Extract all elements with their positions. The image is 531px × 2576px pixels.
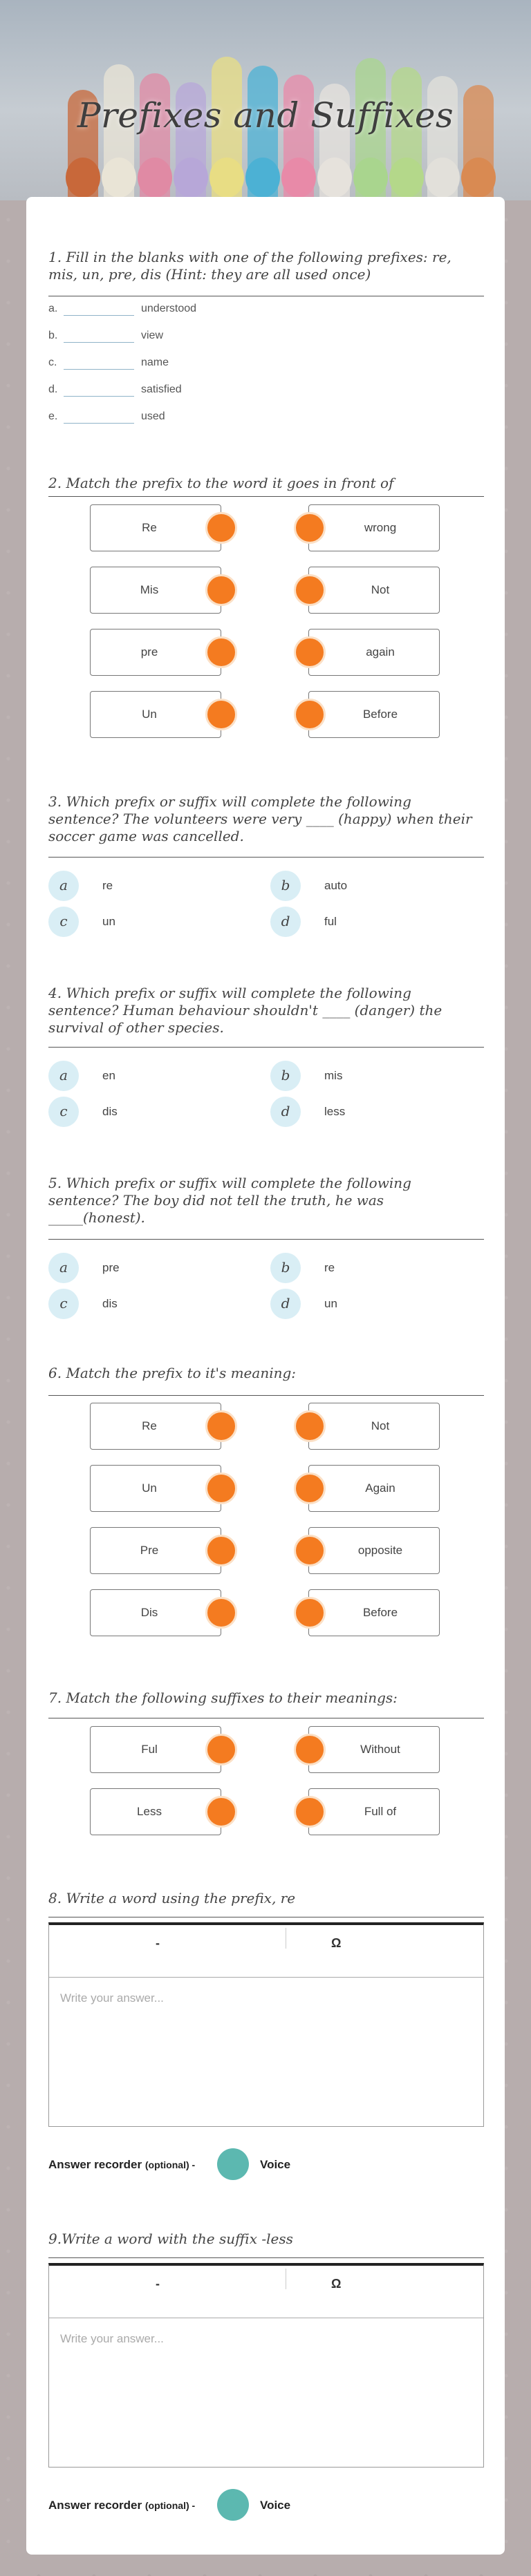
match-left-item[interactable]: Un — [90, 1465, 221, 1512]
chalk-end — [245, 158, 280, 198]
match-right-item[interactable]: Full of — [308, 1788, 440, 1835]
match-right-item[interactable]: Not — [308, 1403, 440, 1450]
option-badge[interactable]: a — [48, 871, 79, 901]
match-right-item[interactable]: Before — [308, 1589, 440, 1636]
row-word: satisfied — [141, 383, 182, 395]
divider — [48, 1395, 484, 1396]
answer-input[interactable]: Write your answer... — [60, 1991, 164, 2005]
option-label[interactable]: ful — [324, 915, 337, 928]
chalk-end — [66, 158, 100, 198]
answer-editor[interactable] — [48, 1922, 484, 2127]
match-right-item[interactable]: Again — [308, 1465, 440, 1512]
chalk-end — [102, 158, 136, 198]
question-6-title: 6. Match the prefix to it's meaning: — [48, 1365, 297, 1381]
fill-blank-row — [48, 408, 325, 424]
match-connector-left[interactable] — [205, 512, 237, 544]
fill-blank-row — [48, 354, 325, 370]
question-9-title: 9.Write a word with the suffix -less — [48, 2231, 293, 2247]
chalk-end — [317, 158, 352, 198]
match-connector-left[interactable] — [205, 1410, 237, 1442]
match-left-item[interactable]: Less — [90, 1788, 221, 1835]
match-left-item[interactable]: Mis — [90, 567, 221, 614]
option-badge[interactable]: c — [48, 1289, 79, 1319]
option-label[interactable]: auto — [324, 879, 348, 892]
editor-toolbar — [49, 1925, 483, 1978]
option-badge[interactable]: d — [270, 907, 301, 937]
match-left-item[interactable]: Re — [90, 1403, 221, 1450]
option-label[interactable]: re — [324, 1261, 335, 1274]
blank-input[interactable] — [64, 396, 134, 397]
chalk-end — [138, 158, 172, 198]
chalk-end — [209, 158, 244, 198]
row-word: view — [141, 330, 164, 341]
row-word: understood — [141, 303, 197, 314]
option-label[interactable]: dis — [102, 1297, 118, 1310]
match-connector-right[interactable] — [294, 1535, 326, 1566]
fill-blank-row — [48, 381, 325, 397]
match-connector-left[interactable] — [205, 1472, 237, 1504]
match-right-item[interactable]: Before — [308, 691, 440, 738]
match-left-item[interactable]: Pre — [90, 1527, 221, 1574]
match-right-item[interactable]: wrong — [308, 504, 440, 551]
divider — [48, 1239, 484, 1240]
voice-record-button[interactable] — [217, 2489, 249, 2521]
option-badge[interactable]: b — [270, 1253, 301, 1283]
match-connector-right[interactable] — [294, 512, 326, 544]
match-left-item[interactable]: Un — [90, 691, 221, 738]
omega-symbol-button[interactable]: Ω — [331, 1936, 342, 1950]
recorder-label: Answer recorder — [48, 2158, 142, 2171]
question-7-title: 7. Match the following suffixes to their meanings: — [48, 1689, 398, 1706]
row-letter: d. — [48, 383, 58, 395]
match-connector-left[interactable] — [205, 1734, 237, 1765]
question-1-title: 1. Fill in the blanks with one of the following prefixes: re, mis, un, pre, dis (Hint: they are all used once) — [48, 249, 451, 283]
divider — [48, 2257, 484, 2258]
chalk-end — [174, 158, 208, 198]
match-connector-right[interactable] — [294, 1796, 326, 1828]
worksheet-card — [26, 197, 505, 2555]
row-word: name — [141, 357, 169, 368]
chalk-end — [281, 158, 316, 198]
answer-editor[interactable] — [48, 2263, 484, 2468]
match-connector-right[interactable] — [294, 1734, 326, 1765]
match-connector-left[interactable] — [205, 1535, 237, 1566]
option-label[interactable]: un — [102, 915, 115, 928]
match-connector-right[interactable] — [294, 574, 326, 606]
option-label[interactable]: pre — [102, 1261, 120, 1274]
dash-button[interactable]: - — [156, 2277, 160, 2291]
chalk-end — [389, 158, 424, 198]
blank-input[interactable] — [64, 369, 134, 370]
fill-blank-row — [48, 327, 325, 343]
question-4-title: 4. Which prefix or suffix will complete the following sentence? Human behaviour shouldn't ____ (danger) the survival of other species. — [48, 985, 442, 1036]
match-connector-left[interactable] — [205, 1796, 237, 1828]
match-connector-left[interactable] — [205, 574, 237, 606]
option-label[interactable]: mis — [324, 1069, 343, 1082]
match-left-item[interactable]: Re — [90, 504, 221, 551]
blank-input[interactable] — [64, 342, 134, 343]
divider — [48, 857, 484, 858]
match-left-item[interactable]: pre — [90, 629, 221, 676]
answer-recorder-label — [48, 2499, 195, 2512]
voice-label: Voice — [260, 2158, 291, 2171]
page-title: Prefixes and Suffixes — [77, 95, 454, 135]
header-banner — [0, 0, 531, 200]
row-word: used — [141, 410, 165, 422]
recorder-optional: (optional) - — [145, 2159, 196, 2170]
option-badge[interactable]: a — [48, 1253, 79, 1283]
match-connector-left[interactable] — [205, 699, 237, 730]
question-5-title: 5. Which prefix or suffix will complete the following sentence? The boy did not tell the truth, he was _____(honest). — [48, 1175, 411, 1226]
row-letter: e. — [48, 410, 58, 422]
fill-blank-row — [48, 300, 325, 316]
match-connector-right[interactable] — [294, 1597, 326, 1629]
chalk-end — [461, 158, 496, 198]
answer-input[interactable]: Write your answer... — [60, 2332, 164, 2345]
match-connector-left[interactable] — [205, 1597, 237, 1629]
omega-symbol-button[interactable]: Ω — [331, 2277, 342, 2291]
match-right-item[interactable]: again — [308, 629, 440, 676]
option-label[interactable]: less — [324, 1105, 346, 1118]
voice-label: Voice — [260, 2499, 291, 2512]
match-connector-right[interactable] — [294, 1472, 326, 1504]
match-connector-right[interactable] — [294, 636, 326, 668]
divider — [48, 1047, 484, 1048]
option-label[interactable]: un — [324, 1297, 337, 1310]
option-badge[interactable]: d — [270, 1289, 301, 1319]
question-8-title: 8. Write a word using the prefix, re — [48, 1890, 296, 1906]
match-left-item[interactable]: Dis — [90, 1589, 221, 1636]
option-badge[interactable]: c — [48, 1097, 79, 1127]
option-label[interactable]: re — [102, 879, 113, 892]
match-right-item[interactable]: opposite — [308, 1527, 440, 1574]
question-2-title: 2. Match the prefix to the word it goes in front of — [48, 475, 394, 491]
blank-input[interactable] — [64, 315, 134, 316]
option-badge[interactable]: b — [270, 1061, 301, 1091]
option-label[interactable]: en — [102, 1069, 115, 1082]
match-connector-right[interactable] — [294, 1410, 326, 1442]
chalk-end — [425, 158, 460, 198]
dash-button[interactable]: - — [156, 1936, 160, 1950]
match-connector-right[interactable] — [294, 699, 326, 730]
option-badge[interactable]: d — [270, 1097, 301, 1127]
voice-record-button[interactable] — [217, 2148, 249, 2180]
match-connector-left[interactable] — [205, 636, 237, 668]
blank-input[interactable] — [64, 423, 134, 424]
recorder-optional: (optional) - — [145, 2500, 196, 2511]
editor-toolbar — [49, 2266, 483, 2318]
chalk-end — [353, 158, 388, 198]
option-badge[interactable]: b — [270, 871, 301, 901]
option-badge[interactable]: a — [48, 1061, 79, 1091]
answer-recorder-label — [48, 2158, 195, 2172]
row-letter: b. — [48, 330, 58, 341]
match-left-item[interactable]: Ful — [90, 1726, 221, 1773]
question-3-title: 3. Which prefix or suffix will complete the following sentence? The volunteers were very ____ (happy) when their soccer game was cancelled. — [48, 793, 472, 844]
row-letter: a. — [48, 303, 58, 314]
option-badge[interactable]: c — [48, 907, 79, 937]
match-right-item[interactable]: Not — [308, 567, 440, 614]
match-right-item[interactable]: Without — [308, 1726, 440, 1773]
recorder-label: Answer recorder — [48, 2499, 142, 2512]
divider — [48, 496, 484, 497]
row-letter: c. — [48, 357, 57, 368]
option-label[interactable]: dis — [102, 1105, 118, 1118]
